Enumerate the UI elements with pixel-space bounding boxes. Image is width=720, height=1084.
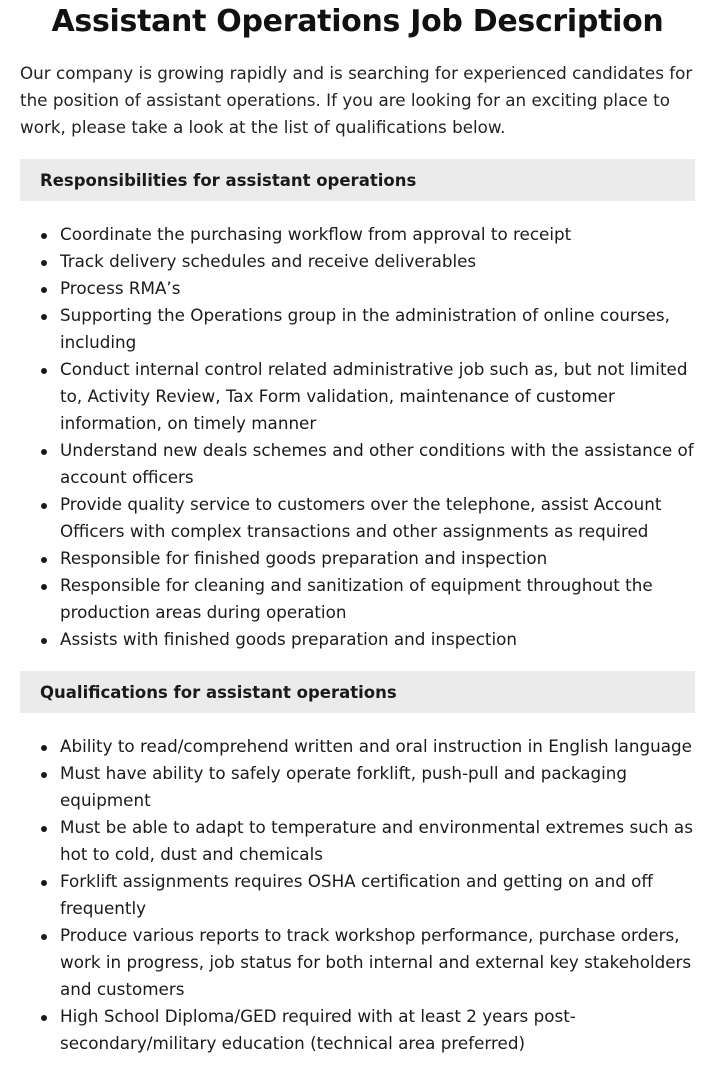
list-item-text: High School Diploma/GED required with at least 2 years post-secondary/military education (technical area preferred) [60,1006,576,1053]
list-item [20,437,695,491]
bullet-icon [41,260,47,266]
list-item-text: Ability to read/comprehend written and oral instruction in English language [60,736,692,756]
bullet-icon [41,1015,47,1021]
page-title: Assistant Operations Job Description [51,4,664,39]
list-item [20,275,695,302]
bullet-icon [41,745,47,751]
list-item-text: Must have ability to safely operate forklift, push-pull and packaging equipment [60,763,628,810]
list-item [20,545,695,572]
list-item-text: Supporting the Operations group in the administration of online courses, including [60,305,670,352]
bullet-icon [41,449,47,455]
list-item [20,248,695,275]
list-item-text: Responsible for cleaning and sanitization of equipment throughout the production areas during operation [60,575,653,622]
job-description-page [20,0,695,1057]
list-item [20,1003,695,1057]
bullet-icon [41,638,47,644]
list-item [20,922,695,1003]
list-item [20,356,695,437]
bullet-icon [41,934,47,940]
list-item-text: Assists with finished goods preparation and inspection [60,629,517,649]
bullet-icon [41,368,47,374]
responsibilities-heading: Responsibilities for assistant operations [20,159,695,201]
list-item-text: Forklift assignments requires OSHA certification and getting on and off frequently [60,871,653,918]
bullet-icon [41,287,47,293]
list-item-text: Coordinate the purchasing workflow from approval to receipt [60,224,572,244]
list-item [20,733,695,760]
list-item-text: Responsible for finished goods preparation and inspection [60,548,548,568]
list-item [20,302,695,356]
list-item [20,814,695,868]
list-item-text: Must be able to adapt to temperature and environmental extremes such as hot to cold, dust and chemicals [60,817,693,864]
list-item-text: Provide quality service to customers over the telephone, assist Account Officers with complex transactions and other assignments as required [60,494,662,541]
list-item [20,491,695,545]
list-item-text: Conduct internal control related administrative job such as, but not limited to, Activity Review, Tax Form validation, maintenance of customer information, on timely manner [60,359,688,433]
responsibilities-list [20,221,695,653]
list-item [20,868,695,922]
intro-paragraph: Our company is growing rapidly and is searching for experienced candidates for the position of assistant operations. If you are looking for an exciting place to work, please take a look at the list of qualifications below. [20,63,693,137]
list-item-text: Process RMA’s [60,278,181,298]
bullet-icon [41,584,47,590]
bullet-icon [41,233,47,239]
list-item-text: Track delivery schedules and receive deliverables [60,251,477,271]
bullet-icon [41,503,47,509]
bullet-icon [41,772,47,778]
list-item-text: Understand new deals schemes and other conditions with the assistance of account officers [60,440,694,487]
list-item [20,221,695,248]
list-item [20,626,695,653]
list-item-text: Produce various reports to track workshop performance, purchase orders, work in progress, job status for both internal and external key stakeholders and customers [60,925,692,999]
bullet-icon [41,826,47,832]
bullet-icon [41,880,47,886]
list-item [20,760,695,814]
list-item [20,572,695,626]
bullet-icon [41,557,47,563]
qualifications-heading: Qualifications for assistant operations [20,671,695,713]
bullet-icon [41,314,47,320]
qualifications-list [20,733,695,1057]
